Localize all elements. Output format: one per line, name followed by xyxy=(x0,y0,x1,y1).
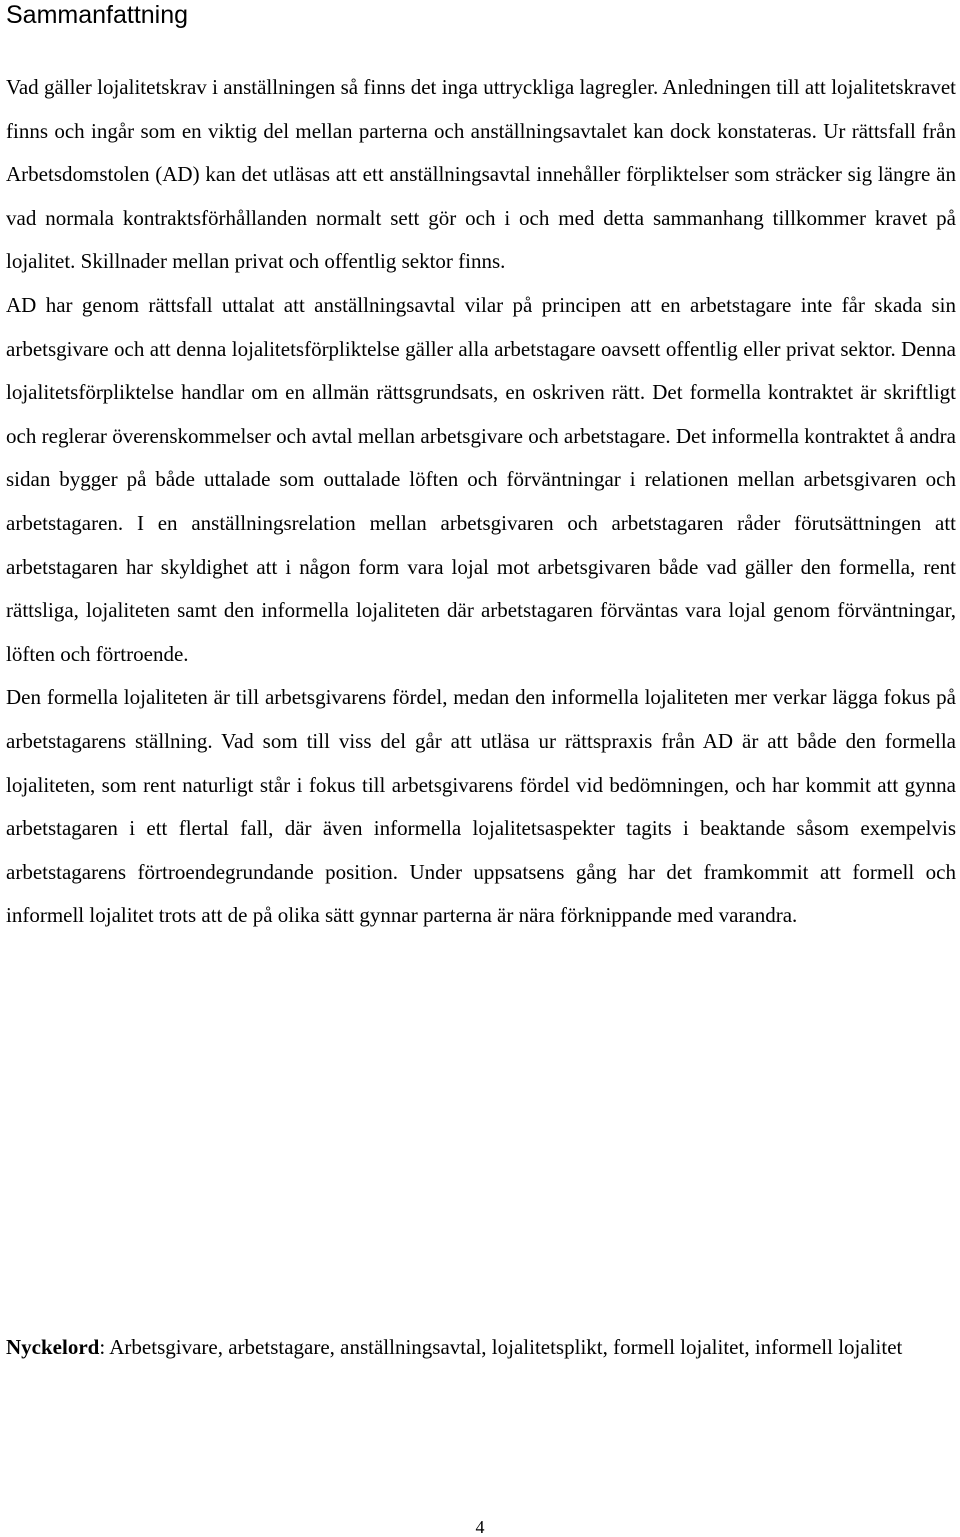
section-heading: Sammanfattning xyxy=(6,1,189,29)
summary-body xyxy=(6,66,956,938)
keywords-separator: : xyxy=(99,1335,110,1359)
paragraph-1: Vad gäller lojalitetskrav i anställningen så finns det inga uttryckliga lagregler. Anledningen till att lojalitetskravet finns och ingår som en viktig del mellan parterna och anställningsavtalet kan dock konstateras. Ur rättsfall från Arbetsdomstolen (AD) kan det utläsas att ett anställningsavtal innehåller förpliktelser som sträcker sig längre än vad normala kontraktsförhållanden normalt sett gör och i och med detta sammanhang tillkommer kravet på lojalitet. Skillnader mellan privat och offentlig sektor finns. xyxy=(6,75,956,274)
keywords-label: Nyckelord xyxy=(6,1335,100,1359)
paragraph-2: AD har genom rättsfall uttalat att anställningsavtal vilar på principen att en arbetstagare inte får skada sin arbetsgivare och att denna lojalitetsförpliktelse gäller alla arbetstagare oavsett offentlig eller privat sektor. Denna lojalitetsförpliktelse handlar om en allmän rättsgrundsats, en oskriven rätt. Det formella kontraktet är skriftligt och reglerar överenskommelser och avtal mellan arbetsgivare och arbetstagare. Det informella kontraktet å andra sidan bygger på både uttalade som outtalade löften och förväntningar i relationen mellan arbetsgivaren och arbetstagaren. I en anställningsrelation mellan arbetsgivaren och arbetstagaren råder förutsättningen att arbetstagaren har skyldighet att i någon form vara lojal mot arbetsgivaren både vad gäller den formella, rent rättsliga, lojaliteten samt den informella lojaliteten där arbetstagaren förväntas vara lojal genom förväntningar, löften och förtroende. xyxy=(6,292,956,666)
page-number: 4 xyxy=(475,1517,485,1537)
keywords-list: Arbetsgivare, arbetstagare, anställningsavtal, lojalitetsplikt, formell lojalitet, informell lojalitet xyxy=(109,1335,903,1359)
keywords-line xyxy=(6,1326,956,1370)
paragraph-3: Den formella lojaliteten är till arbetsgivarens fördel, medan den informella lojaliteten mer verkar lägga fokus på arbetstagarens ställning. Vad som till viss del går att utläsa ur rättspraxis från AD är att både den formella lojaliteten, som rent naturligt står i fokus till arbetsgivarens fördel vid bedömningen, och har kommit att gynna arbetstagaren i ett flertal fall, där även informella lojalitetsaspekter tagits i beaktande såsom exempelvis arbetstagarens förtroendegrundande position. Under uppsatsens gång har det framkommit att formell och informell lojalitet trots att de på olika sätt gynnar parterna är nära förknippande med varandra. xyxy=(6,685,956,928)
